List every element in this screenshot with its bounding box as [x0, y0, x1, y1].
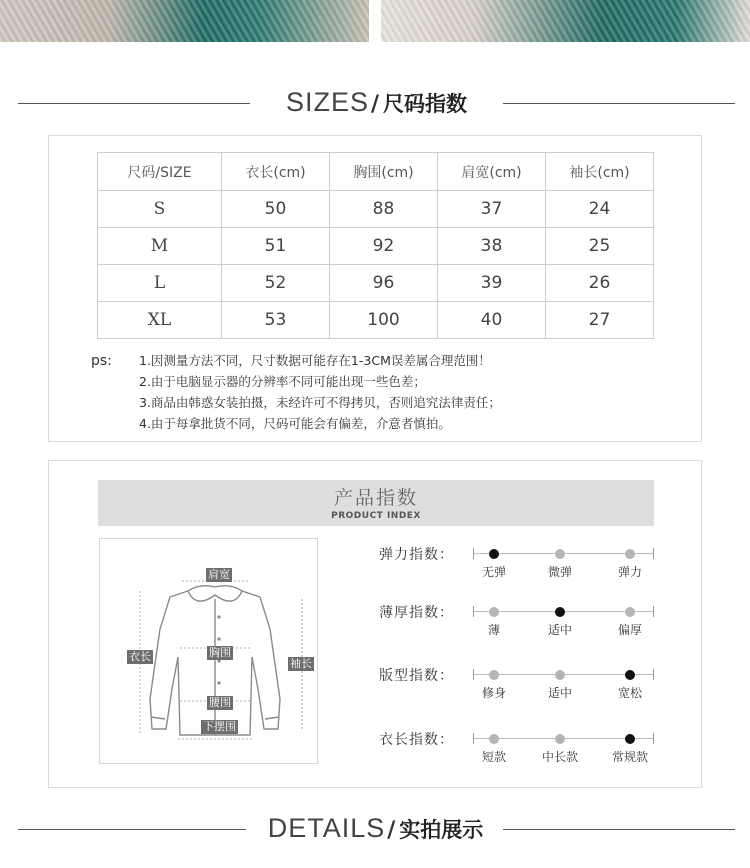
index-option: 宽松: [617, 686, 642, 700]
index-option: 适中: [547, 686, 572, 700]
size-table: [97, 152, 654, 339]
size-table-header: 袖长(cm): [546, 153, 654, 191]
index-dot: [489, 549, 499, 559]
product-index-box: [48, 460, 702, 788]
index-tick: [653, 733, 654, 744]
size-table-header-row: [98, 153, 654, 191]
note-line: 4.由于每拿批货不同，尺码可能会有偏差，介意者慎拍。: [139, 416, 451, 431]
size-cell: M: [98, 228, 222, 265]
details-header-line-left: [18, 829, 246, 830]
product-index-title-bar: [98, 480, 654, 526]
sizes-header-en: SIZES: [285, 87, 369, 117]
index-dot: [489, 670, 499, 680]
index-option: 常规款: [611, 750, 648, 764]
size-chart-box: [48, 135, 702, 442]
index-tick: [473, 733, 474, 744]
diagram-label-chest: 胸围: [209, 646, 231, 659]
index-row-title: 弹力指数：: [379, 547, 454, 563]
product-index-title-en: PRODUCT INDEX: [331, 511, 421, 521]
size-cell: 50: [222, 191, 330, 228]
sizes-header-line-left: [18, 103, 250, 104]
size-cell: 52: [222, 265, 330, 302]
index-row-title: 衣长指数：: [379, 732, 454, 748]
sizes-header: [250, 87, 503, 118]
index-option: 薄: [487, 623, 500, 637]
index-dot: [555, 607, 565, 617]
notes-list: [139, 350, 501, 434]
index-dot: [625, 607, 635, 617]
size-table-header: 肩宽(cm): [438, 153, 546, 191]
sizes-header-cn: 尺码指数: [383, 92, 468, 116]
size-cell: 92: [330, 228, 438, 265]
product-photo-left: [0, 0, 369, 42]
index-option: 中长款: [541, 750, 578, 764]
size-cell: 25: [546, 228, 654, 265]
diagram-label-waist: 腰围: [209, 696, 231, 709]
index-option: 适中: [547, 623, 572, 637]
index-tick: [473, 548, 474, 559]
index-row-title: 版型指数：: [379, 668, 454, 684]
details-header-line-right: [503, 829, 735, 830]
diagram-label-shoulder: 肩宽: [208, 568, 230, 581]
index-tick: [653, 548, 654, 559]
size-cell: 26: [546, 265, 654, 302]
notes-label: ps:: [91, 353, 112, 369]
size-cell: 38: [438, 228, 546, 265]
index-tick: [653, 606, 654, 617]
index-option: 修身: [481, 686, 506, 700]
size-cell: 51: [222, 228, 330, 265]
index-option: 微弹: [547, 565, 572, 579]
details-header-en: DETAILS: [267, 813, 386, 843]
table-row: [98, 265, 654, 302]
index-option: 短款: [481, 750, 506, 764]
diagram-label-length: 衣长: [129, 650, 151, 663]
sizes-header-sep: /: [370, 92, 380, 117]
diagram-label-sleeve: 袖长: [290, 657, 312, 670]
size-cell: 53: [222, 302, 330, 339]
note-line: 2.由于电脑显示器的分辨率不同可能出现一些色差；: [139, 374, 426, 389]
size-table-header: 尺码/SIZE: [98, 153, 222, 191]
details-header-cn: 实拍展示: [399, 818, 484, 842]
product-photo-right: [381, 0, 750, 42]
sizes-header-line-right: [503, 103, 735, 104]
index-option: 无弹: [481, 565, 506, 579]
index-option: 偏厚: [617, 623, 642, 637]
index-dot: [555, 734, 565, 744]
index-dot: [625, 734, 635, 744]
index-dot: [555, 549, 565, 559]
size-table-header: 胸围(cm): [330, 153, 438, 191]
size-cell: L: [98, 265, 222, 302]
note-line: 3.商品由韩惑女装拍摄，未经许可不得拷贝，否则追究法律责任；: [139, 395, 501, 410]
index-row-thickness: [379, 604, 679, 644]
size-cell: 24: [546, 191, 654, 228]
size-cell: 37: [438, 191, 546, 228]
index-dot: [625, 549, 635, 559]
index-dot: [625, 670, 635, 680]
size-cell: 27: [546, 302, 654, 339]
size-cell: 88: [330, 191, 438, 228]
size-cell: XL: [98, 302, 222, 339]
product-index-title-cn: 产品指数: [333, 487, 418, 509]
diagram-label-hem: 下摆围: [203, 720, 236, 733]
table-row: [98, 228, 654, 265]
index-dot: [489, 734, 499, 744]
size-cell: S: [98, 191, 222, 228]
index-row-length: [379, 731, 679, 771]
details-header: [248, 813, 503, 844]
size-cell: 39: [438, 265, 546, 302]
details-header-sep: /: [387, 818, 396, 843]
index-row-elasticity: [379, 546, 679, 586]
table-row: [98, 302, 654, 339]
table-row: [98, 191, 654, 228]
index-row-title: 薄厚指数：: [379, 605, 454, 621]
garment-measurement-diagram: [99, 538, 318, 764]
index-tick: [473, 669, 474, 680]
index-dot: [489, 607, 499, 617]
size-table-header: 衣长(cm): [222, 153, 330, 191]
size-cell: 96: [330, 265, 438, 302]
note-line: 1.因测量方法不同，尺寸数据可能存在1-3CM误差属合理范围！: [139, 353, 491, 368]
index-option: 弹力: [617, 565, 642, 579]
size-cell: 40: [438, 302, 546, 339]
index-tick: [653, 669, 654, 680]
size-cell: 100: [330, 302, 438, 339]
index-tick: [473, 606, 474, 617]
index-dot: [555, 670, 565, 680]
index-row-fit: [379, 667, 679, 707]
